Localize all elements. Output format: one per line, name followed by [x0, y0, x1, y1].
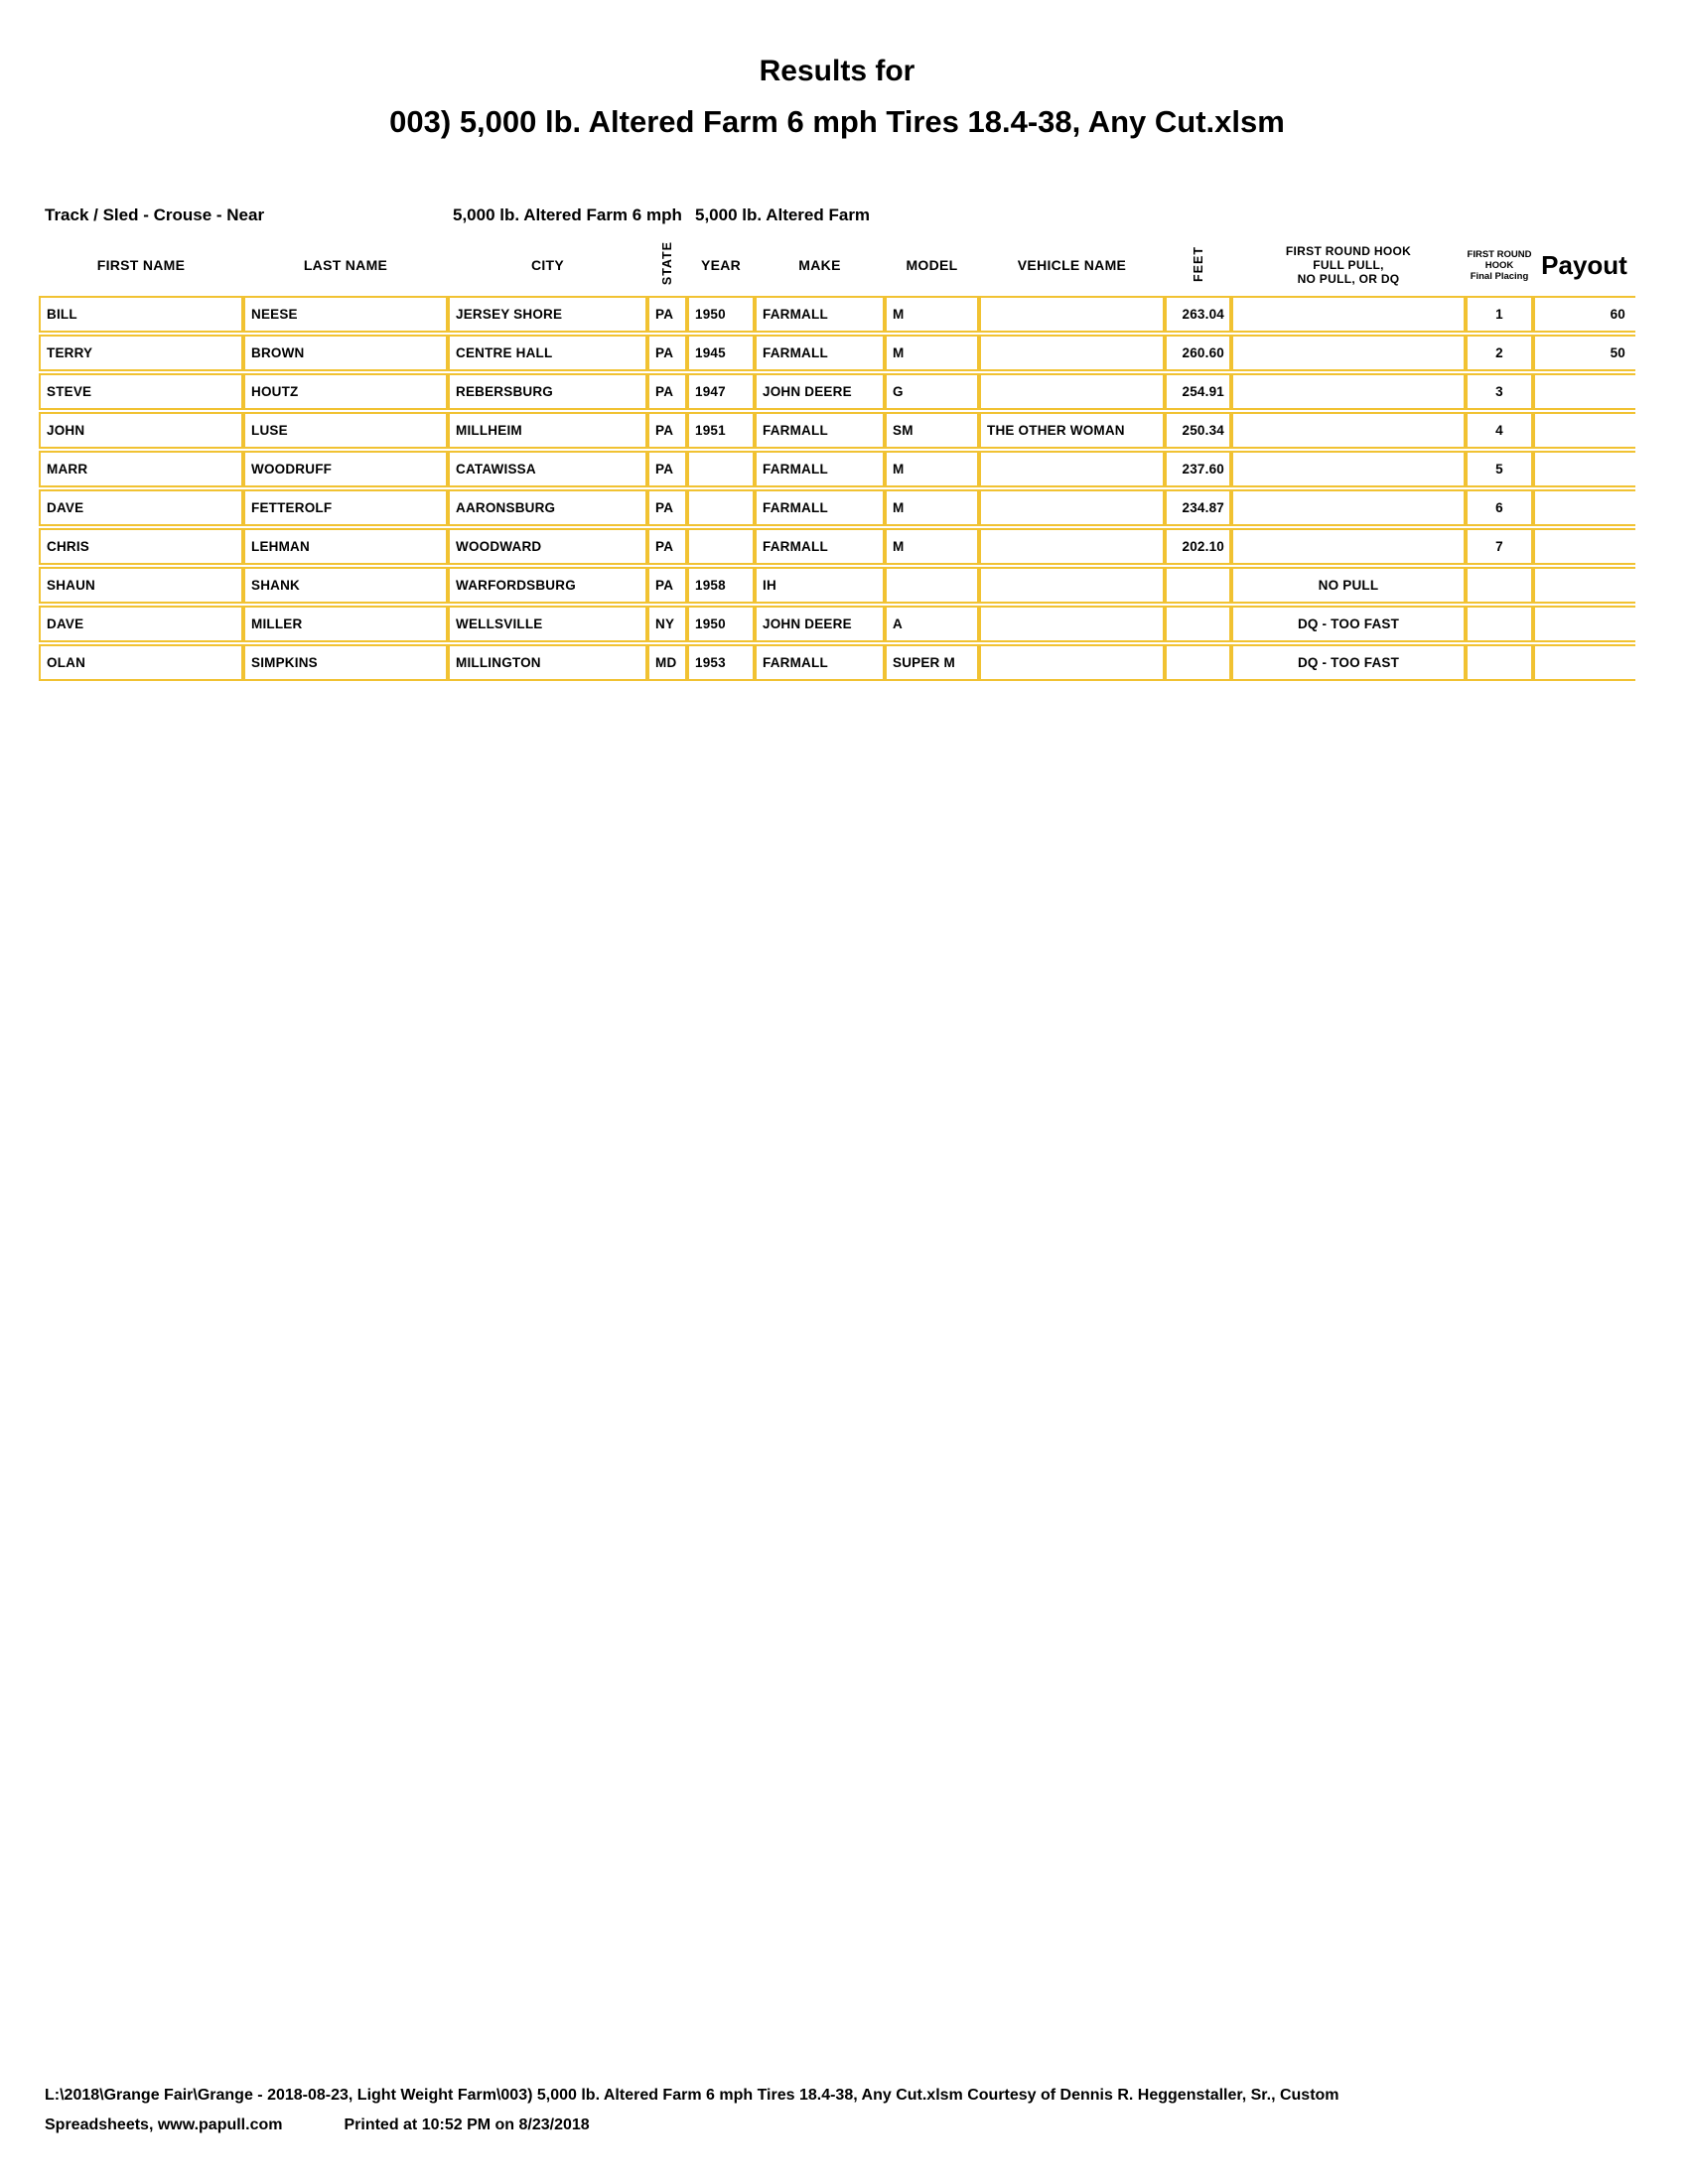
cell-state: PA: [647, 335, 687, 371]
cell-payout: [1533, 451, 1635, 487]
cell-hook: DQ - TOO FAST: [1231, 644, 1466, 681]
cell-feet: 250.34: [1165, 412, 1231, 449]
cell-city: MILLHEIM: [448, 412, 647, 449]
cell-placing: 3: [1466, 373, 1533, 410]
results-table: [39, 234, 1635, 683]
table-row: [39, 606, 1635, 642]
cell-hook: [1231, 451, 1466, 487]
cell-year: 1951: [687, 412, 755, 449]
col-header-vehicle-name: VEHICLE NAME: [1017, 257, 1127, 273]
cell-state: PA: [647, 567, 687, 604]
cell-feet: [1165, 567, 1231, 604]
hook-header-line2: FULL PULL,: [1313, 258, 1384, 272]
class-name-cell-2: 5,000 lb. Altered Farm: [695, 205, 871, 224]
cell-hook: [1231, 335, 1466, 371]
cell-make: FARMALL: [755, 451, 885, 487]
col-header-feet-label: FEET: [1191, 245, 1205, 282]
cell-city: AARONSBURG: [448, 489, 647, 526]
placing-header-line3: Final Placing: [1470, 270, 1529, 282]
cell-state: PA: [647, 528, 687, 565]
cell-payout: [1533, 412, 1635, 449]
cell-year: 1950: [687, 606, 755, 642]
cell-payout: 60: [1533, 296, 1635, 333]
cell-year: 1945: [687, 335, 755, 371]
table-row: [39, 567, 1635, 604]
cell-model: [885, 567, 979, 604]
cell-make: FARMALL: [755, 644, 885, 681]
cell-placing: [1466, 567, 1533, 604]
cell-last: WOODRUFF: [243, 451, 448, 487]
cell-city: CATAWISSA: [448, 451, 647, 487]
hook-header-line1: FIRST ROUND HOOK: [1285, 244, 1412, 258]
cell-vehicle: [979, 606, 1165, 642]
cell-make: FARMALL: [755, 528, 885, 565]
cell-state: PA: [647, 373, 687, 410]
cell-vehicle: [979, 296, 1165, 333]
cell-payout: [1533, 644, 1635, 681]
cell-year: [687, 489, 755, 526]
cell-feet: 237.60: [1165, 451, 1231, 487]
footer-path-text: L:\2018\Grange Fair\Grange - 2018-08-23, Light Weight Farm\003) 5,000 lb. Altered Farm 6 mph Tires 18.4-38, Any Cut.xlsm Courtesy of Dennis R. Heggenstaller, Sr., Custom: [45, 2087, 1339, 2104]
cell-year: 1947: [687, 373, 755, 410]
table-row: [39, 373, 1635, 410]
col-header-feet: [1165, 236, 1231, 294]
cell-feet: [1165, 644, 1231, 681]
cell-vehicle: [979, 451, 1165, 487]
cell-vehicle: [979, 373, 1165, 410]
cell-model: SUPER M: [885, 644, 979, 681]
cell-first: OLAN: [39, 644, 243, 681]
cell-last: HOUTZ: [243, 373, 448, 410]
cell-city: REBERSBURG: [448, 373, 647, 410]
col-header-hook-result: [1231, 236, 1466, 294]
cell-last: LEHMAN: [243, 528, 448, 565]
cell-placing: 5: [1466, 451, 1533, 487]
table-row: [39, 335, 1635, 371]
cell-state: PA: [647, 451, 687, 487]
cell-hook: [1231, 296, 1466, 333]
results-table-body: [39, 296, 1635, 681]
cell-feet: 254.91: [1165, 373, 1231, 410]
cell-placing: 1: [1466, 296, 1533, 333]
cell-model: M: [885, 489, 979, 526]
cell-make: FARMALL: [755, 489, 885, 526]
footer-site-text: Spreadsheets, www.papull.com: [45, 2116, 283, 2133]
cell-city: CENTRE HALL: [448, 335, 647, 371]
table-row: [39, 412, 1635, 449]
cell-feet: 234.87: [1165, 489, 1231, 526]
table-row: [39, 296, 1635, 333]
col-header-payout: Payout: [1541, 249, 1627, 280]
cell-feet: [1165, 606, 1231, 642]
footer-printed-text: Printed at 10:52 PM on 8/23/2018: [344, 2116, 590, 2133]
cell-year: 1950: [687, 296, 755, 333]
cell-vehicle: [979, 489, 1165, 526]
cell-state: PA: [647, 489, 687, 526]
cell-first: SHAUN: [39, 567, 243, 604]
cell-hook: [1231, 489, 1466, 526]
file-title: 003) 5,000 lb. Altered Farm 6 mph Tires 18.4-38, Any Cut.xlsm: [389, 104, 1285, 139]
cell-model: M: [885, 528, 979, 565]
cell-year: [687, 528, 755, 565]
col-header-final-placing: [1466, 236, 1533, 294]
cell-model: SM: [885, 412, 979, 449]
cell-city: MILLINGTON: [448, 644, 647, 681]
cell-make: FARMALL: [755, 296, 885, 333]
footer-line2: [45, 2111, 1653, 2140]
page-footer: [45, 2081, 1653, 2140]
cell-payout: [1533, 489, 1635, 526]
cell-state: PA: [647, 296, 687, 333]
placing-header-line1: FIRST ROUND: [1467, 248, 1532, 260]
cell-first: TERRY: [39, 335, 243, 371]
col-header-year: YEAR: [700, 257, 742, 273]
col-header-state-label: STATE: [660, 241, 674, 286]
cell-hook: [1231, 528, 1466, 565]
cell-model: M: [885, 296, 979, 333]
cell-year: 1958: [687, 567, 755, 604]
cell-vehicle: THE OTHER WOMAN: [979, 412, 1165, 449]
cell-city: WARFORDSBURG: [448, 567, 647, 604]
cell-make: JOHN DEERE: [755, 373, 885, 410]
cell-hook: [1231, 412, 1466, 449]
cell-last: MILLER: [243, 606, 448, 642]
hook-header-line3: NO PULL, OR DQ: [1297, 272, 1400, 286]
cell-payout: [1533, 373, 1635, 410]
cell-last: LUSE: [243, 412, 448, 449]
cell-placing: [1466, 644, 1533, 681]
cell-make: IH: [755, 567, 885, 604]
cell-feet: 260.60: [1165, 335, 1231, 371]
cell-hook: NO PULL: [1231, 567, 1466, 604]
col-header-last-name: LAST NAME: [303, 257, 388, 273]
cell-payout: 50: [1533, 335, 1635, 371]
cell-first: MARR: [39, 451, 243, 487]
cell-last: NEESE: [243, 296, 448, 333]
cell-model: M: [885, 451, 979, 487]
cell-first: DAVE: [39, 606, 243, 642]
cell-hook: [1231, 373, 1466, 410]
cell-hook: DQ - TOO FAST: [1231, 606, 1466, 642]
cell-feet: 202.10: [1165, 528, 1231, 565]
cell-city: WELLSVILLE: [448, 606, 647, 642]
cell-vehicle: [979, 335, 1165, 371]
cell-state: PA: [647, 412, 687, 449]
class-name-cell-1: 5,000 lb. Altered Farm 6 mph: [453, 205, 682, 224]
col-header-make: MAKE: [798, 257, 841, 273]
cell-vehicle: [979, 644, 1165, 681]
cell-state: NY: [647, 606, 687, 642]
cell-make: FARMALL: [755, 412, 885, 449]
cell-city: WOODWARD: [448, 528, 647, 565]
col-header-state: [647, 236, 687, 294]
table-row: [39, 489, 1635, 526]
col-header-model: MODEL: [906, 257, 958, 273]
cell-vehicle: [979, 528, 1165, 565]
cell-vehicle: [979, 567, 1165, 604]
cell-payout: [1533, 567, 1635, 604]
cell-first: JOHN: [39, 412, 243, 449]
cell-placing: 6: [1466, 489, 1533, 526]
results-title: Results for: [759, 55, 915, 87]
cell-payout: [1533, 606, 1635, 642]
cell-model: A: [885, 606, 979, 642]
cell-placing: [1466, 606, 1533, 642]
cell-model: M: [885, 335, 979, 371]
cell-make: FARMALL: [755, 335, 885, 371]
cell-model: G: [885, 373, 979, 410]
col-header-city: CITY: [530, 257, 565, 273]
table-header-row: [39, 236, 1635, 294]
cell-first: CHRIS: [39, 528, 243, 565]
cell-city: JERSEY SHORE: [448, 296, 647, 333]
cell-last: SIMPKINS: [243, 644, 448, 681]
cell-year: [687, 451, 755, 487]
cell-placing: 2: [1466, 335, 1533, 371]
cell-first: DAVE: [39, 489, 243, 526]
table-row: [39, 644, 1635, 681]
cell-last: BROWN: [243, 335, 448, 371]
cell-placing: 7: [1466, 528, 1533, 565]
track-sled-label: Track / Sled - Crouse - Near: [45, 205, 265, 224]
cell-state: MD: [647, 644, 687, 681]
table-row: [39, 528, 1635, 565]
cell-placing: 4: [1466, 412, 1533, 449]
cell-first: STEVE: [39, 373, 243, 410]
cell-last: SHANK: [243, 567, 448, 604]
col-header-first-name: FIRST NAME: [96, 257, 186, 273]
table-row: [39, 451, 1635, 487]
cell-first: BILL: [39, 296, 243, 333]
cell-make: JOHN DEERE: [755, 606, 885, 642]
cell-year: 1953: [687, 644, 755, 681]
cell-payout: [1533, 528, 1635, 565]
placing-header-line2: HOOK: [1484, 259, 1514, 271]
cell-last: FETTEROLF: [243, 489, 448, 526]
page-header: [39, 55, 1635, 140]
meta-row: [0, 205, 1688, 231]
cell-feet: 263.04: [1165, 296, 1231, 333]
